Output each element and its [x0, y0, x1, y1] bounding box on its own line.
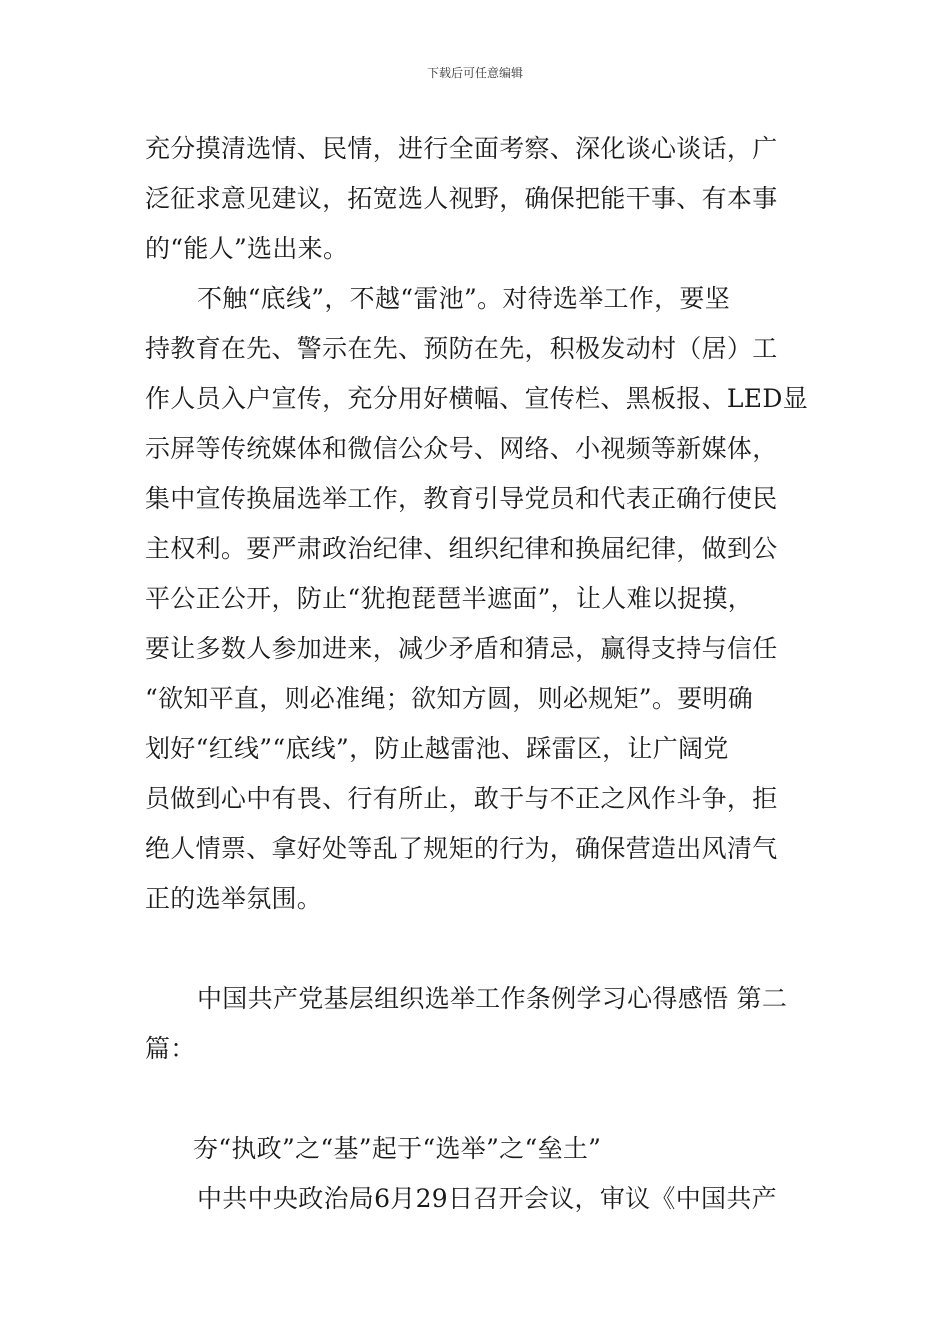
- body-line: 的“能人”选出来。: [145, 234, 349, 263]
- body-line: 正的选举氛围。: [145, 884, 323, 913]
- article-first-line: 中共中央政治局6月29日召开会议，审议《中国共产: [197, 1184, 777, 1213]
- body-line: 要让多数人参加进来，减少矛盾和猜忌，赢得支持与信任: [145, 634, 778, 663]
- body-line: 绝人情票、拿好处等乱了规矩的行为，确保营造出风清气: [145, 834, 778, 863]
- article-title: 夯“执政”之“基”起于“选举”之“垒土”: [193, 1134, 602, 1163]
- section-heading-line: 篇：: [145, 1034, 196, 1063]
- body-line: 平公正公开，防止“犹抱琵琶半遮面”，让人难以捉摸，: [145, 584, 754, 613]
- body-line: “欲知平直，则必准绳；欲知方圆，则必规矩”。要明确: [145, 684, 754, 713]
- page-header-note: 下载后可任意编辑: [426, 66, 523, 80]
- body-line: 集中宣传换届选举工作，教育引导党员和代表正确行使民: [145, 484, 778, 513]
- body-line: 主权利。要严肃政治纪律、组织纪律和换届纪律，做到公: [145, 534, 778, 563]
- section-heading-line: 中国共产党基层组织选举工作条例学习心得感悟 第二: [197, 984, 788, 1013]
- body-line: 示屏等传统媒体和微信公众号、网络、小视频等新媒体，: [145, 434, 778, 463]
- body-line: 划好“红线”“底线”，防止越雷池、踩雷区，让广阔党: [145, 734, 729, 763]
- body-line: 作人员入户宣传，充分用好横幅、宣传栏、黑板报、LED显: [145, 384, 808, 413]
- body-line: 持教育在先、警示在先、预防在先，积极发动村（居）工: [145, 334, 778, 363]
- body-line: 泛征求意见建议，拓宽选人视野，确保把能干事、有本事: [145, 184, 778, 213]
- body-line: 不触“底线”，不越“雷池”。对待选举工作，要坚: [197, 284, 731, 313]
- body-line: 员做到心中有畏、行有所止，敢于与不正之风作斗争，拒: [145, 784, 778, 813]
- body-line: 充分摸清选情、民情，进行全面考察、深化谈心谈话，广: [145, 134, 778, 163]
